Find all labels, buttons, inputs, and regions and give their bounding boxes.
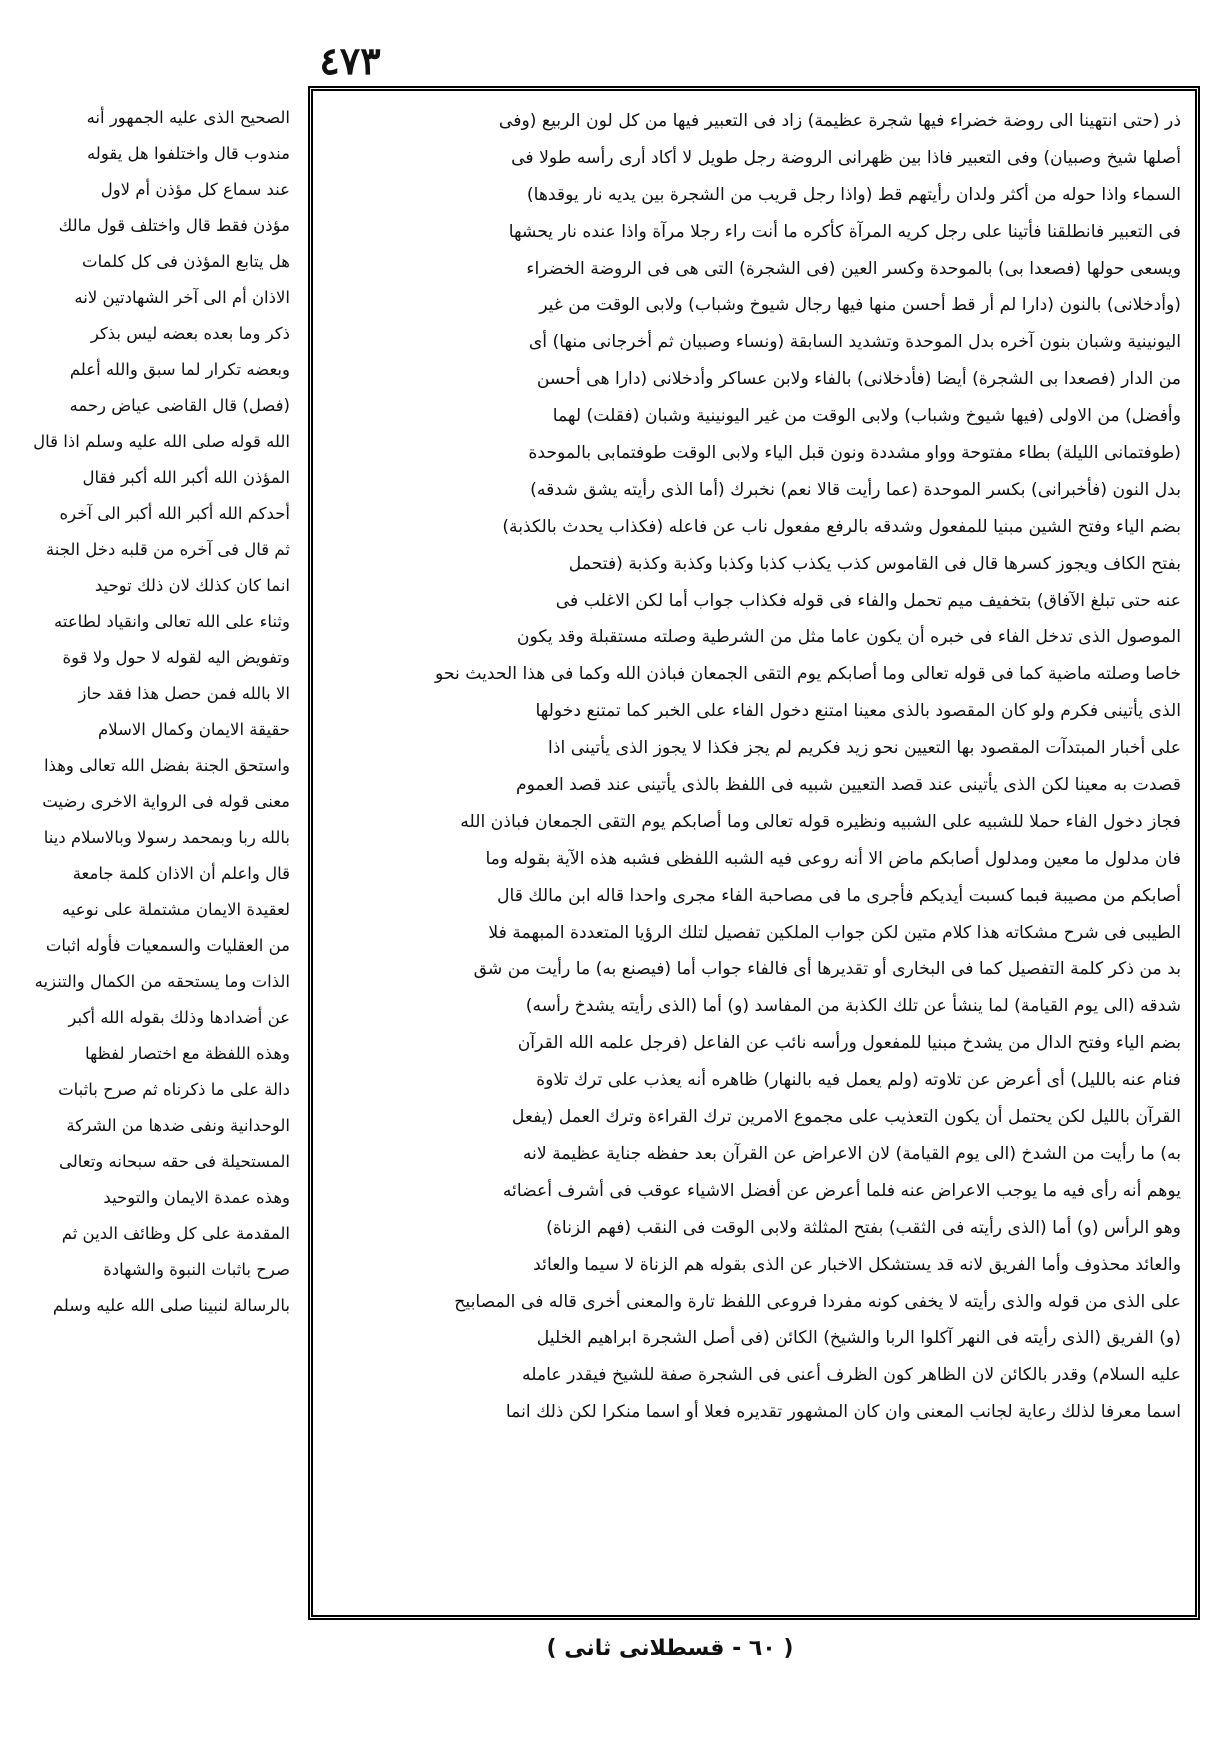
main-text-line: عنه حتى تبلغ الآفاق) بتخفيف ميم تحمل والفاء فى قوله فكذاب جواب أما لكن الاغلب فى — [555, 590, 1181, 611]
main-text-line: فان مدلول ما معين ومدلول أصابكم ماض الا أنه روعى فيه الشبه اللفظى فشبه هذه الآية بقوله وما — [485, 848, 1181, 869]
margin-text-line: الوحدانية ونفى ضدها من الشركة — [66, 1116, 290, 1135]
main-text-line: بفتح الكاف ويجوز كسرها قال فى القاموس كذب يكذب كذبا وكذبا وكذبة وكذبة (فتحمل — [568, 553, 1181, 574]
margin-text-line: المقدمة على كل وظائف الدين ثم — [61, 1224, 290, 1243]
main-text-body — [327, 103, 1181, 1431]
main-text-line: وأفضل) من الاولى (فيها شيوخ وشباب) ولابى الوقت من غير اليونينية وشبان (فقلت) لهما — [552, 406, 1181, 427]
margin-text-line: وهذه عمدة الايمان والتوحيد — [103, 1188, 290, 1207]
margin-text-line: قال واعلم أن الاذان كلمة جامعة — [72, 864, 290, 883]
margin-text-line: من العقليات والسمعيات فأوله اثبات — [45, 936, 290, 955]
main-text-line: السماء واذا حوله من أكثر ولدان رأيتهم قط (واذا رجل قريب من الشجرة بين يديه نار يوقدها) — [526, 184, 1181, 205]
margin-text-line: ثم قال فى آخره من قلبه دخل الجنة — [45, 540, 290, 559]
main-text-line: (و) الفريق (الذى رأيته فى النهر آكلوا الربا والشيخ) الكائن (فى أصل الشجرة ابراهيم الخليل — [536, 1328, 1181, 1349]
margin-text-line: الذات وما يستحقه من الكمال والتنزيه — [34, 972, 290, 991]
main-text-line: الذى يأتينى فكرم ولو كان المقصود بالذى معينا امتنع دخول الفاء على الخبر كما تمتنع دخولها — [535, 701, 1181, 722]
main-text-line: الموصول الذى تدخل الفاء فى خبره أن يكون عاما مثل من الشرطية وصلته مستقبلة وقد يكون — [516, 627, 1181, 648]
margin-text-line: هل يتابع المؤذن فى كل كلمات — [82, 252, 290, 271]
margin-text-line: بالله ربا وبمحمد رسولا وبالاسلام دينا — [43, 828, 290, 847]
main-text-line: (وأدخلانى) بالنون (دارا لم أر قط أحسن منها فيها رجال شيوخ وشباب) ولابى الوقت من غير — [539, 295, 1181, 316]
margin-text-line: مؤذن فقط قال واختلف قول مالك — [58, 216, 290, 235]
main-text-line: اليونينية وشبان بنون آخره بدل الموحدة وتشديد السابقة (ونساء وصبيان ثم أخرجانى منها) أى — [528, 332, 1181, 353]
main-text-frame — [308, 86, 1200, 1620]
margin-text-line: بالرسالة لنبينا صلى الله عليه وسلم — [52, 1296, 290, 1315]
main-text-line: اسما معرفا لذلك رعاية لجانب المعنى وان كان المشهور تقديره فعلا أو اسما منكرا لكن ذلك انما — [505, 1402, 1181, 1423]
margin-text-line: عن أضدادها وذلك بقوله الله أكبر — [68, 1008, 290, 1027]
margin-text-line: انما كان كذلك لان ذلك توحيد — [94, 576, 290, 595]
margin-text-line: وتفويض اليه لقوله لا حول ولا قوة — [62, 648, 290, 667]
margin-text-line: وثناء على الله تعالى وانقياد لطاعته — [54, 612, 290, 631]
main-text-line: على أخبار المبتدآت المقصود بها التعيين نحو زيد فكريم لم يجز فكذا لا يجوز الذى يأتينى اذا — [548, 738, 1181, 759]
margin-text-line: وهذه اللفظة مع اختصار لفظها — [85, 1044, 290, 1063]
main-text-line: بد من ذكر كلمة التفصيل كما فى البخارى أو تقديرها أى فالفاء جواب أما (فيصنع به) ما رأيت من شق — [473, 959, 1181, 980]
margin-text-line: حقيقة الايمان وكمال الاسلام — [98, 720, 290, 739]
main-text-line: ويسعى حولها (فصعدا بى) بالموحدة وكسر العين (فى الشجرة) التى هى فى الروضة الخضراء — [526, 258, 1181, 279]
margin-text-line: المستحيلة فى حقه سبحانه وتعالى — [58, 1152, 290, 1171]
margin-commentary — [18, 100, 290, 1520]
main-text-line: أصابكم من مصيبة فبما كسبت أيديكم فأجرى ما فى مصاحبة الفاء مجرى واحدا قاله ابن مالك قال — [497, 885, 1181, 906]
main-text-line: فنام عنه بالليل) أى أعرض عن تلاوته (ولم يعمل فيه بالنهار) ظاهره أنه يعذب على ترك تلاوة — [536, 1070, 1181, 1091]
margin-text-line: الاذان أم الى آخر الشهادتين لانه — [74, 288, 290, 307]
main-text-line: والعائد محذوف وأما الفريق لانه قد يستشكل الاخبار عن الذى بقوله هم الزناة لا سيما والعائد — [533, 1254, 1181, 1275]
margin-text-line: الصحيح الذى عليه الجمهور أنه — [86, 108, 290, 127]
margin-text-line: (فصل) قال القاضى عياض رحمه — [69, 396, 290, 415]
main-text-line: فى التعبير فانطلقنا فأتينا على رجل كريه المرآة كأكره ما أنت راء رجلا مرآة واذا عنده نار يحشها — [508, 221, 1181, 242]
main-text-line: به) ما رأيت من الشدخ (الى يوم القيامة) لان الاعراض عن القرآن بعد حفظه جناية عظيمة لانه — [522, 1143, 1181, 1164]
page-number: ٤٧٣ — [319, 38, 381, 83]
main-text-line: على الذى من قوله والذى رأيته لا يخفى كونه مفردا فروعى اللفظ تارة والمعنى أخرى قاله فى المصابيح — [454, 1291, 1181, 1312]
margin-text-line: واستحق الجنة بفضل الله تعالى وهذا — [43, 756, 290, 775]
main-text-line: عليه السلام) وقدر بالكائن لان الظاهر كون الظرف أعنى فى الشجرة صفة للشيخ فيقدر عامله — [522, 1365, 1181, 1386]
margin-text-line: صرح باثبات النبوة والشهادة — [103, 1260, 290, 1279]
margin-text-line: عند سماع كل مؤذن أم لاول — [100, 180, 290, 199]
main-text-line: الطيبى فى شرح مشكاته هذا كلام متين لكن جواب الملكين تفصيل لتلك الرؤيا المتعددة المبهمة فلا — [488, 922, 1181, 943]
main-text-line: فجاز دخول الفاء حملا للشبيه على الشبيه ونظيره قوله تعالى وما أصابكم يوم التقى الجمعان فباذن الله — [460, 811, 1181, 832]
main-text-line: أصلها شيخ وصبيان) وفى التعبير فاذا بين ظهرانى الروضة رجل طويل لا أكاد أرى رأسه طولا فى — [511, 147, 1181, 168]
margin-text-line: معنى قوله فى الرواية الاخرى رضيت — [42, 792, 290, 811]
main-text-line: ذر (حتى انتهينا الى روضة خضراء فيها شجرة عظيمة) زاد فى التعبير فيها من كل لون الربيع (وفى — [498, 111, 1181, 131]
main-text-line: خاصا وصلته ماضية كما فى قوله تعالى وما أصابكم يوم التقى الجمعان فباذن الله وكما فى هذا الحديث نحو — [435, 664, 1181, 685]
main-text-line: وهو الرأس (و) أما (الذى رأيته فى الثقب) بفتح المثلثة ولابى الوقت فى النقب (فهم الزناة) — [546, 1217, 1181, 1238]
main-text-line: يوهم أنه رأى فيه ما يوجب الاعراض عنه فلما أعرض عن أفضل الاشياء عوقب فى أشرف أعضائه — [502, 1180, 1181, 1201]
page-footer-signature: ( ٦٠ - قسطلانى ثانى ) — [546, 1636, 794, 1661]
main-text-line: من الدار (فصعدا بى الشجرة) أيضا (فأدخلانى) بالفاء ولابن عساكر وأدخلانى (دارا هى أحسن — [536, 369, 1181, 390]
main-text-line: شدقه (الى يوم القيامة) لما ينشأ عن تلك الكذبة من المفاسد (و) أما (الذى رأيته يشدخ رأسه) — [525, 996, 1181, 1017]
main-text-line: القرآن بالليل لكن يحتمل أن يكون التعذيب على مجموع الامرين ترك القراءة وترك العمل (يفعل — [511, 1107, 1181, 1128]
margin-text-line: أحدكم الله أكبر الله أكبر الى آخره — [59, 504, 290, 523]
margin-text-line: دالة على ما ذكرناه ثم صرح باثبات — [58, 1080, 290, 1099]
margin-text-line: المؤذن الله أكبر الله أكبر فقال — [82, 468, 290, 487]
margin-text-line: لعقيدة الايمان مشتملة على نوعيه — [61, 900, 290, 919]
main-text-line: بضم الياء وفتح الدال من يشدخ مبنيا للمفعول ورأسه نائب عن الفاعل (فرجل علمه الله القرآن — [517, 1033, 1181, 1054]
margin-text-line: الله قوله صلى الله عليه وسلم اذا قال — [33, 432, 290, 451]
main-text-line: بدل النون (فأخبرانى) بكسر الموحدة (عما رأيت قالا نعم) نخبرك (أما الذى رأيته يشق شدقه) — [530, 479, 1181, 500]
margin-text-line: وبعضه تكرار لما سبق والله أعلم — [69, 360, 290, 379]
main-text-line: قصدت به معينا لكن الذى يأتينى عند قصد التعيين شبيه فى اللفظ بالذى يأتينى عند قصد العموم — [515, 775, 1181, 796]
main-text-line: بضم الياء وفتح الشين مبنيا للمفعول وشدقه بالرفع مفعول ناب عن فاعله (فكذاب يحدث بالكذبة) — [502, 516, 1181, 537]
margin-text-line: الا بالله فمن حصل هذا فقد حاز — [78, 684, 290, 703]
margin-text-line: ذكر وما بعده بعضه ليس بذكر — [90, 324, 290, 343]
main-text-line: (طوفتمانى الليلة) بطاء مفتوحة وواو مشددة ونون قبل الياء ولابى الوقت طوفتمابى بالموحدة — [528, 443, 1181, 464]
margin-text-line: مندوب قال واختلفوا هل يقوله — [86, 144, 290, 163]
